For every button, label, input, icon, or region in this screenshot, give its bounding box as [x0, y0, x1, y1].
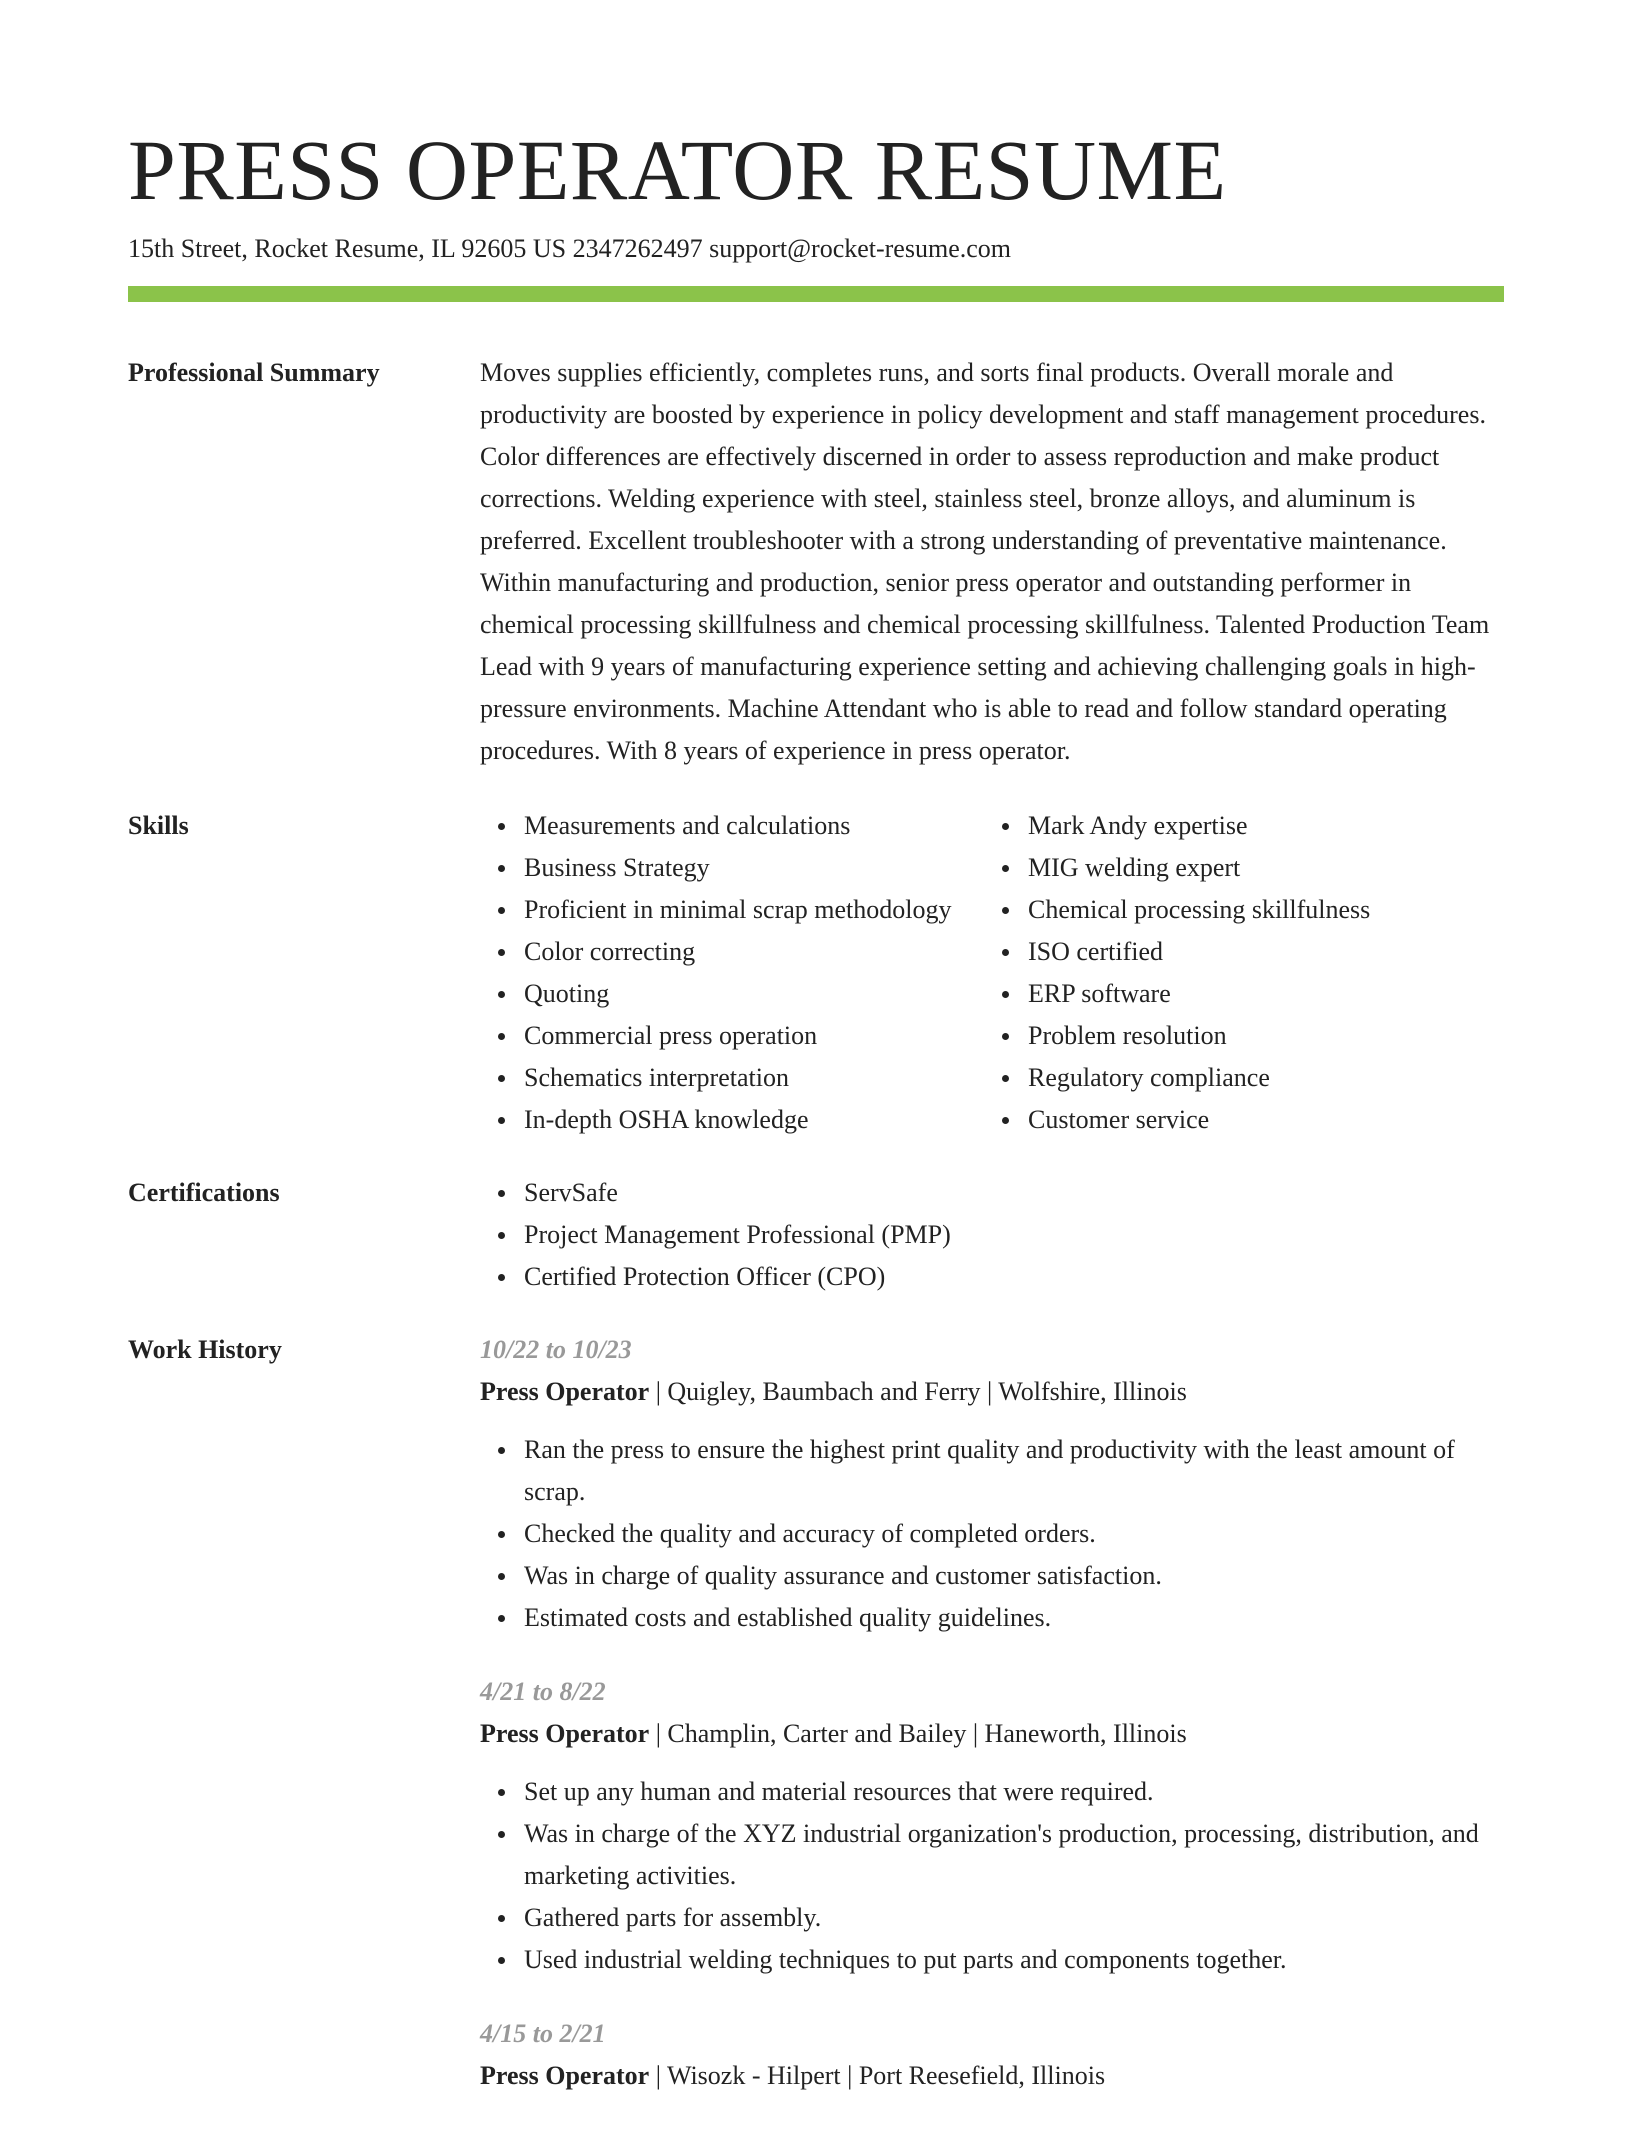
job-company-location: | Wisozk - Hilpert | Port Reesefield, Illinois: [649, 2061, 1106, 2090]
job-bullet: Gathered parts for assembly.: [524, 1897, 1504, 1939]
job-bullet: Ran the press to ensure the highest print quality and productivity with the least amount of scrap.: [524, 1429, 1504, 1513]
job-bullets: [480, 1429, 1504, 1639]
job-dates: 4/21 to 8/22: [480, 1677, 606, 1706]
certification-item: Project Management Professional (PMP): [524, 1214, 1504, 1256]
skill-item: Commercial press operation: [524, 1015, 984, 1057]
certification-item: Certified Protection Officer (CPO): [524, 1256, 1504, 1298]
job-heading: [480, 2055, 1504, 2097]
job-entry: [480, 2013, 1504, 2097]
skill-item: Proficient in minimal scrap methodology: [524, 889, 984, 931]
job-company-location: | Champlin, Carter and Bailey | Haneworth, Illinois: [649, 1719, 1187, 1748]
summary-text: Moves supplies efficiently, completes runs, and sorts final products. Overall morale and productivity are boosted by experience in policy development and staff management procedures. Color differences are effectively discerned in order to assess reproduction and make product corrections. Welding experience with steel, stainless steel, bronze alloys, and aluminum is preferred. Excellent troubleshooter with a strong understanding of preventative maintenance. Within manufacturing and production, senior press operator and outstanding performer in chemical processing skillfulness and chemical processing skillfulness. Talented Production Team Lead with 9 years of manufacturing experience setting and achieving challenging goals in high-pressure environments. Machine Attendant who is able to read and follow standard operating procedures. With 8 years of experience in press operator.: [480, 358, 1490, 765]
job-company-location: | Quigley, Baumbach and Ferry | Wolfshire, Illinois: [649, 1377, 1187, 1406]
skill-item: Regulatory compliance: [1028, 1057, 1370, 1099]
job-bullet: Was in charge of the XYZ industrial organization's production, processing, distribution, and marketing activities.: [524, 1813, 1504, 1897]
skill-item: ERP software: [1028, 973, 1370, 1015]
skill-item: Problem resolution: [1028, 1015, 1370, 1057]
work-history-body: [480, 1329, 1504, 2129]
section-label-skills: Skills: [128, 811, 189, 840]
skill-item: Chemical processing skillfulness: [1028, 889, 1370, 931]
contact-line: 15th Street, Rocket Resume, IL 92605 US 2347262497 support@rocket-resume.com: [128, 234, 1011, 263]
skill-item: Quoting: [524, 973, 984, 1015]
skill-item: In-depth OSHA knowledge: [524, 1099, 984, 1141]
skill-item: MIG welding expert: [1028, 847, 1370, 889]
resume-title: PRESS OPERATOR RESUME: [128, 122, 1227, 218]
work-history-section: [128, 1329, 1504, 2129]
job-entry: [480, 1329, 1504, 1639]
resume-page: [128, 120, 1504, 2129]
skill-item: Customer service: [1028, 1099, 1370, 1141]
skill-item: Mark Andy expertise: [1028, 805, 1370, 847]
job-dates: 10/22 to 10/23: [480, 1335, 632, 1364]
certifications-body: [480, 1172, 1504, 1298]
job-bullet: Checked the quality and accuracy of completed orders.: [524, 1513, 1504, 1555]
certifications-section: [128, 1172, 1504, 1298]
section-label-work-history: Work History: [128, 1335, 282, 1364]
job-title: Press Operator: [480, 2061, 650, 2090]
skill-item: Business Strategy: [524, 847, 984, 889]
job-bullet: Used industrial welding techniques to put parts and components together.: [524, 1939, 1504, 1981]
skill-item: Schematics interpretation: [524, 1057, 984, 1099]
skills-columns: [480, 805, 1504, 1141]
job-title: Press Operator: [480, 1377, 650, 1406]
skill-item: Color correcting: [524, 931, 984, 973]
certification-item: ServSafe: [524, 1172, 1504, 1214]
job-heading: [480, 1371, 1504, 1413]
certifications-list: [480, 1172, 1504, 1298]
job-dates: 4/15 to 2/21: [480, 2019, 606, 2048]
accent-divider: [128, 286, 1504, 302]
job-entry: [480, 1671, 1504, 1981]
skills-list-left: [480, 805, 984, 1141]
section-label-certifications: Certifications: [128, 1178, 280, 1207]
job-bullet: Was in charge of quality assurance and customer satisfaction.: [524, 1555, 1504, 1597]
skill-item: Measurements and calculations: [524, 805, 984, 847]
job-heading: [480, 1713, 1504, 1755]
skills-section: [128, 805, 1504, 1141]
job-bullets: [480, 1771, 1504, 1981]
skills-list-right: [984, 805, 1370, 1141]
job-bullet: Set up any human and material resources that were required.: [524, 1771, 1504, 1813]
section-label-summary: Professional Summary: [128, 358, 380, 387]
summary-section: [128, 352, 1504, 772]
job-bullet: Estimated costs and established quality guidelines.: [524, 1597, 1504, 1639]
skill-item: ISO certified: [1028, 931, 1370, 973]
job-title: Press Operator: [480, 1719, 650, 1748]
